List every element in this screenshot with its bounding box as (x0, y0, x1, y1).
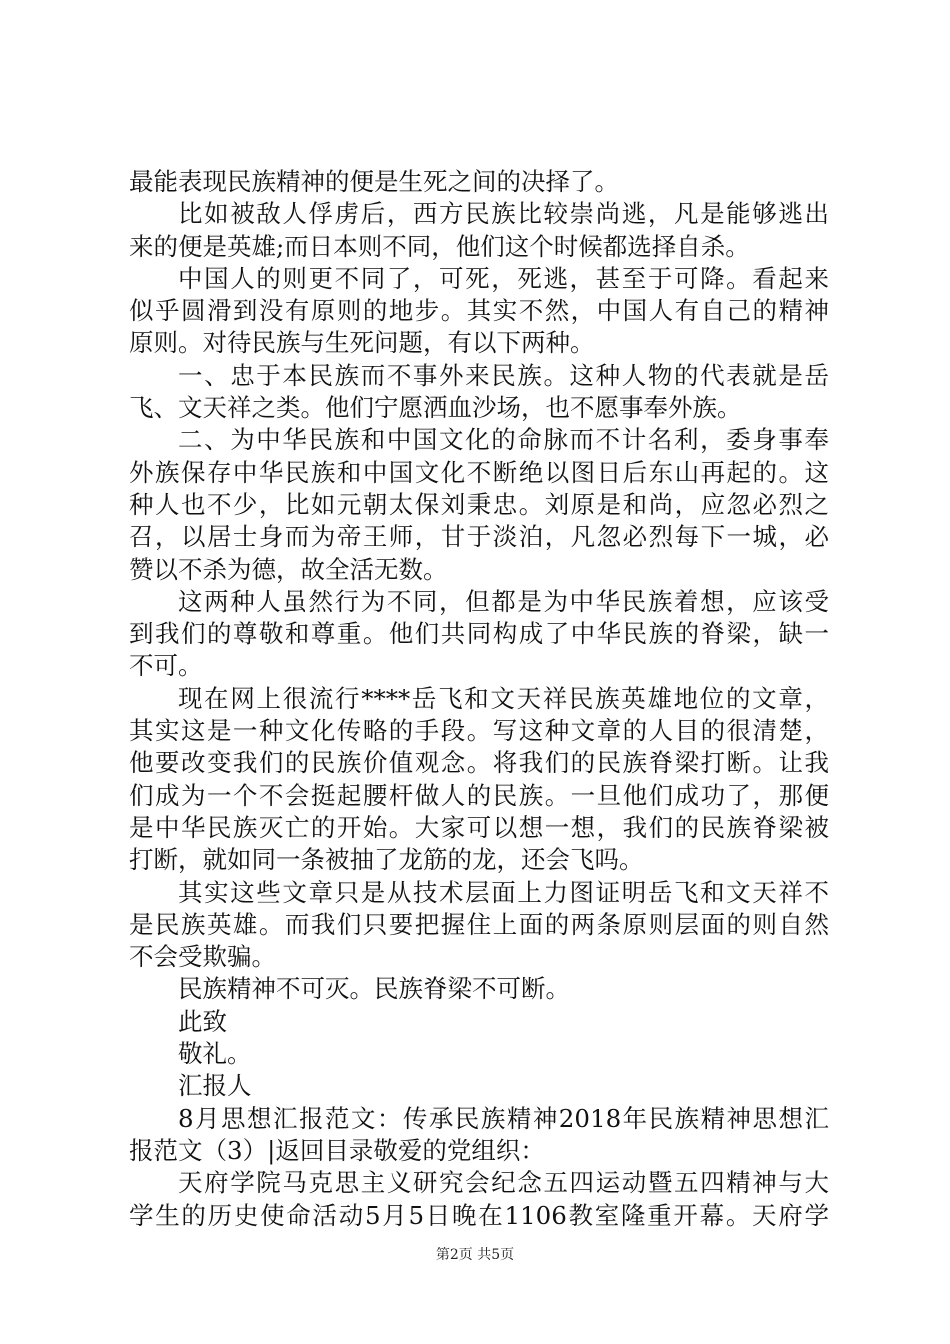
text-line: 天府学院马克思主义研究会纪念五四运动暨五四精神与大 (178, 1168, 829, 1198)
text-line: 到我们的尊敬和尊重。他们共同构成了中华民族的脊梁，缺一 (129, 619, 829, 649)
text-line: 种人也不少，比如元朝太保刘秉忠。刘原是和尚，应忽必烈之 (129, 489, 829, 519)
text-line: 赞以不杀为德，故全活无数。 (129, 554, 448, 584)
text-line: 打断，就如同一条被抽了龙筋的龙，还会飞吗。 (129, 845, 644, 875)
document-body (129, 166, 829, 1232)
page-number-footer: 第2页 共5页 (435, 1247, 515, 1263)
text-line: 飞、文天祥之类。他们宁愿洒血沙场，也不愿事奉外族。 (129, 393, 742, 423)
text-line: 学生的历史使命活动5月5日晚在1106教室隆重开幕。天府学 (129, 1200, 829, 1230)
text-line: 报范文（3）|返回目录敬爱的党组织： (129, 1135, 545, 1165)
text-line: 敬礼。 (178, 1039, 252, 1069)
text-line: 此致 (178, 1006, 227, 1036)
text-line: 召，以居士身而为帝王师，甘于淡泊，凡忽必烈每下一城，必 (129, 522, 829, 552)
text-line: 似乎圆滑到没有原则的地步。其实不然，中国人有自己的精神 (129, 296, 829, 326)
text-line: 是民族英雄。而我们只要把握住上面的两条原则层面的则自然 (129, 909, 829, 939)
text-line: 现在网上很流行****岳飞和文天祥民族英雄地位的文章， (178, 683, 829, 713)
text-line: 民族精神不可灭。民族脊梁不可断。 (178, 974, 570, 1004)
text-line: 外族保存中华民族和中国文化不断绝以图日后东山再起的。这 (129, 457, 829, 487)
text-line: 是中华民族灭亡的开始。大家可以想一想，我们的民族脊梁被 (129, 812, 829, 842)
text-line: 不可。 (129, 651, 203, 681)
text-line: 8月思想汇报范文：传承民族精神2018年民族精神思想汇 (178, 1103, 829, 1133)
text-line: 不会受欺骗。 (129, 942, 276, 972)
text-line: 一、忠于本民族而不事外来民族。这种人物的代表就是岳 (178, 360, 829, 390)
text-line: 们成为一个不会挺起腰杆做人的民族。一旦他们成功了，那便 (129, 780, 829, 810)
text-line: 原则。对待民族与生死问题，有以下两种。 (129, 328, 595, 358)
text-line: 汇报人 (178, 1071, 252, 1101)
text-line: 中国人的则更不同了，可死，死逃，甚至于可降。看起来 (178, 263, 829, 293)
text-line: 二、为中华民族和中国文化的命脉而不计名利，委身事奉 (178, 425, 829, 455)
text-line: 来的便是英雄;而日本则不同，他们这个时候都选择自杀。 (129, 231, 750, 261)
text-line: 他要改变我们的民族价值观念。将我们的民族脊梁打断。让我 (129, 748, 829, 778)
text-line: 其实这些文章只是从技术层面上力图证明岳飞和文天祥不 (178, 877, 829, 907)
text-line: 比如被敌人俘虏后，西方民族比较崇尚逃，凡是能够逃出 (178, 199, 829, 229)
text-line: 最能表现民族精神的便是生死之间的决择了。 (129, 167, 619, 196)
text-line: 这两种人虽然行为不同，但都是为中华民族着想，应该受 (178, 586, 829, 616)
text-line: 其实这是一种文化传略的手段。写这种文章的人目的很清楚， (129, 716, 829, 746)
